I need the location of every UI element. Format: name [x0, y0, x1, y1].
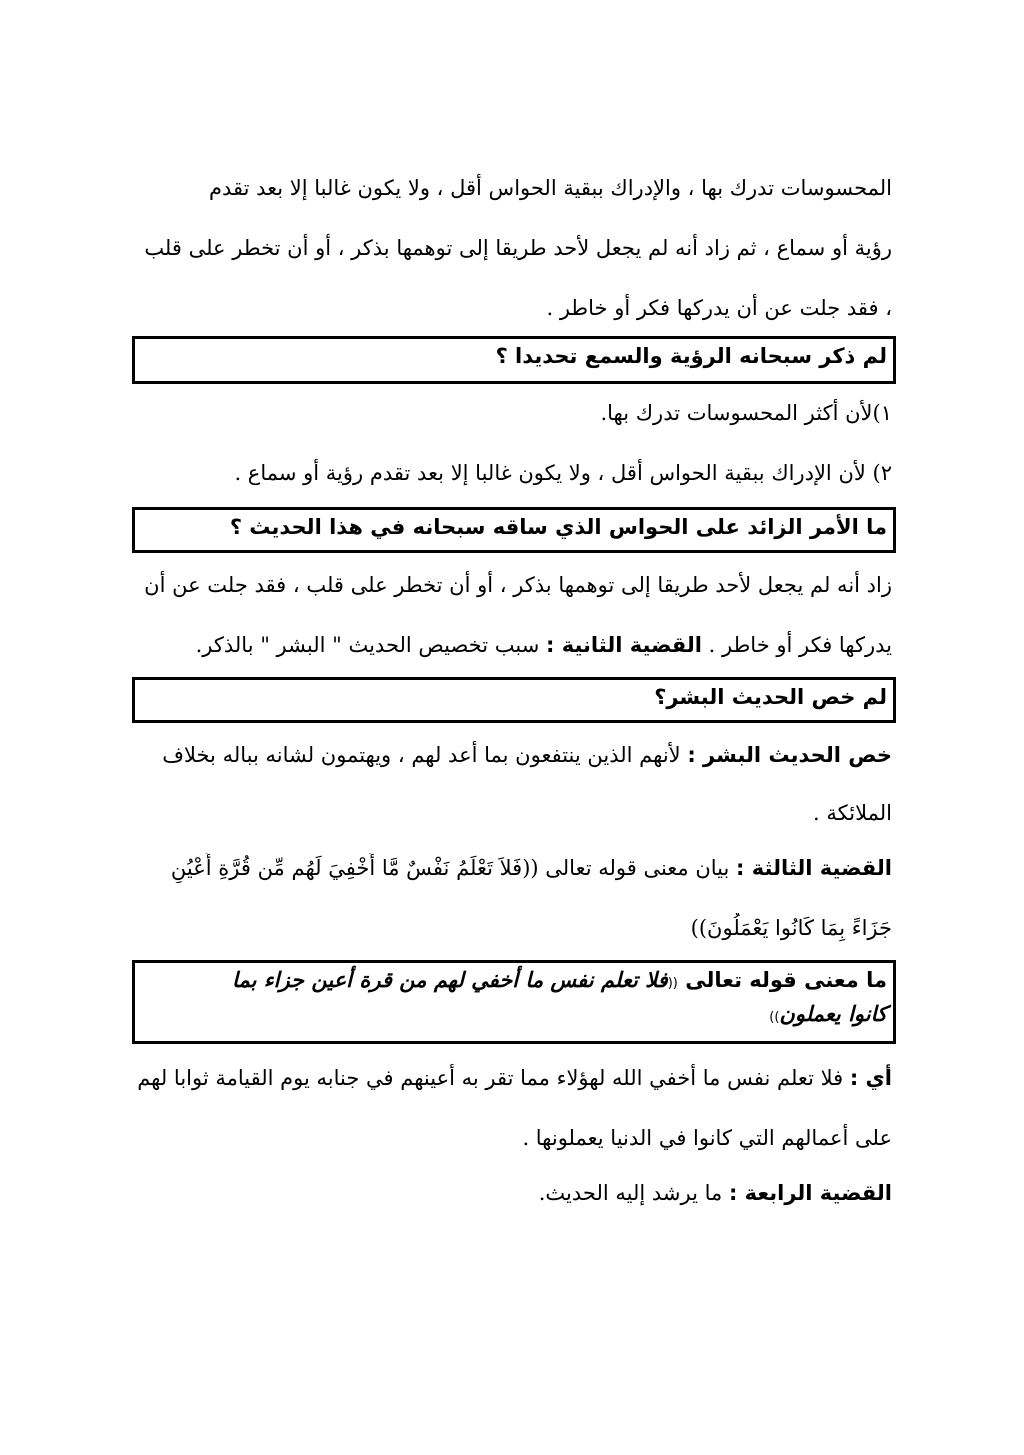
- section-line: جَزَاءً بِمَا كَانُوا يَعْمَلُونَ)): [690, 916, 892, 940]
- verse-text: كانوا يعملون: [779, 1002, 887, 1026]
- answer-line: على أعمالهم التي كانوا في الدنيا يعملونها .: [522, 1126, 892, 1150]
- paragraph-line: المحسوسات تدرك بها ، والإدراك ببقية الحواس أقل ، ولا يكون غالبا إلا بعد تقدم: [208, 176, 892, 200]
- question-text: ما معنى قوله تعالى: [685, 968, 887, 992]
- answer-lead: أي :: [849, 1066, 892, 1090]
- answer-lead: خص الحديث البشر :: [687, 743, 892, 767]
- answer-text: فلا تعلم نفس ما أخفي الله لهؤلاء مما تقر به أعينهم في جنابه يوم القيامة ثوابا لهم: [137, 1066, 844, 1090]
- section-text: ما يرشد إليه الحديث.: [538, 1181, 723, 1205]
- answer-text: سبب تخصيص الحديث " البشر " بالذكر.: [195, 633, 540, 657]
- quote-mark: ((: [667, 976, 678, 991]
- answer-line: ١)لأن أكثر المحسوسات تدرك بها.: [600, 401, 892, 425]
- answer-line: [132, 1063, 892, 1093]
- question-box-3: [132, 677, 896, 723]
- section-text: بيان معنى قوله تعالى ((فَلاَ تَعْلَمُ نَفْسٌ مَّا أُخْفِيَ لَهُم مِّن قُرَّةِ أَعْيُنٍ: [170, 856, 730, 880]
- answer-line: [132, 630, 892, 660]
- answer-text: يدركها فكر أو خاطر .: [708, 633, 892, 657]
- question-text: لم ذكر سبحانه الرؤية والسمع تحديدا ؟: [495, 344, 887, 368]
- answer-text: لأنهم الذين ينتفعون بما أعد لهم ، ويهتمون لشانه بباله بخلاف: [162, 743, 681, 767]
- answer-line: ٢) لأن الإدراك ببقية الحواس أقل ، ولا يكون غالبا إلا بعد تقدم رؤية أو سماع .: [234, 461, 892, 485]
- section-heading: القضية الثانية :: [546, 633, 702, 657]
- question-box-1: [132, 336, 896, 384]
- section-line: [132, 1178, 892, 1208]
- section-heading: القضية الثالثة :: [736, 856, 892, 880]
- question-text: لم خص الحديث البشر؟: [654, 685, 887, 709]
- quote-mark: )): [769, 1010, 780, 1025]
- question-text: ما الأمر الزائد على الحواس الذي ساقه سبحانه في هذا الحديث ؟: [229, 515, 887, 539]
- question-box-4: [132, 960, 896, 1044]
- answer-line: [132, 740, 892, 770]
- paragraph-line: رؤية أو سماع ، ثم زاد أنه لم يجعل لأحد طريقا إلى توهمها بذكر ، أو أن تخطر على قلب: [144, 236, 892, 260]
- answer-line: زاد أنه لم يجعل لأحد طريقا إلى توهمها بذكر ، أو أن تخطر على قلب ، فقد جلت عن أن: [144, 573, 892, 597]
- verse-text: فلا تعلم نفس ما أخفي لهم من قرة أعين جزاء بما: [232, 968, 668, 992]
- paragraph-line: ، فقد جلت عن أن يدركها فكر أو خاطر .: [546, 296, 892, 320]
- question-box-2: [132, 507, 896, 553]
- section-line: [132, 853, 892, 883]
- answer-line: الملائكة .: [813, 801, 892, 825]
- section-heading: القضية الرابعة :: [728, 1181, 892, 1205]
